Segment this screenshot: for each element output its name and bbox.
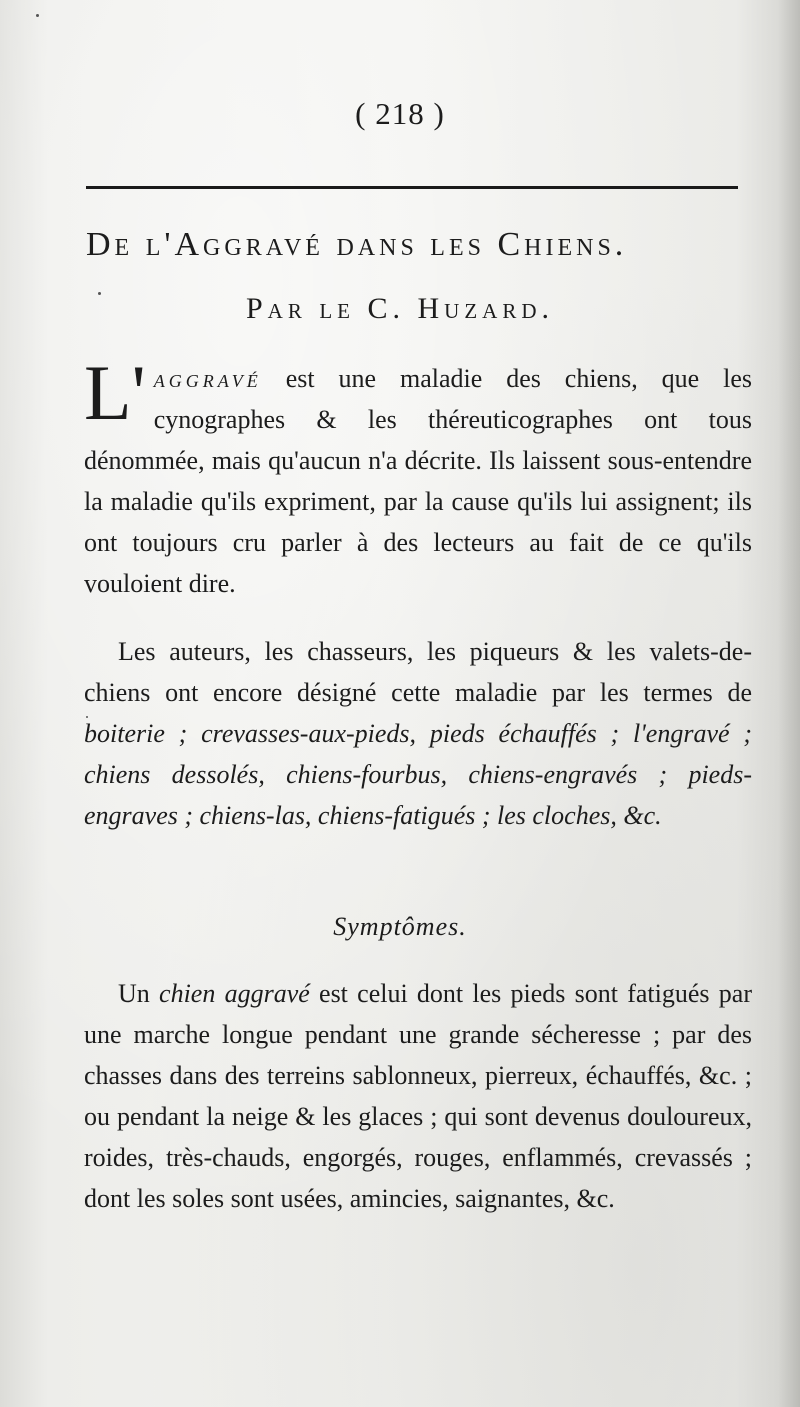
- chapter-title: De l'Aggravé dans les Chiens.: [86, 226, 628, 263]
- term-chien-aggrave: chien aggravé: [159, 979, 310, 1008]
- paragraph-symptoms-text: est celui dont les pieds sont fatigués par une marche longue pendant une grande sécheresse ; par des chasses dans des terreins sablonneux, pierreux, échauffés, &c. ; ou pendant la neige & les glaces ; qui sont devenus douloureux, roides, très-chauds, engorgés, rouges, enflammés, crevassés ; dont les soles sont usées, amincies, saignantes, &c.: [84, 979, 752, 1213]
- ink-speck: [36, 14, 39, 17]
- header-rule: [86, 186, 738, 189]
- paragraph-symptoms: [84, 973, 752, 1219]
- author-byline: Par le C. Huzard.: [245, 292, 555, 325]
- drop-cap: L': [84, 349, 146, 436]
- synonym-terms: boiterie ; crevasses-aux-pieds, pieds échauffés ; l'engravé ; chiens dessolés, chiens-fourbus, chiens-engravés ; pieds-engraves ; chiens-las, chiens-fatigués ; les cloches, &c.: [84, 719, 752, 830]
- section-heading-symptoms: Symptômes.: [333, 912, 467, 941]
- first-word: aggravé: [153, 364, 262, 393]
- page-number: ( 218 ): [355, 96, 445, 131]
- paragraph-synonyms: [84, 631, 752, 836]
- paragraph-symptoms-intro: Un: [118, 979, 160, 1008]
- paragraph-intro: [84, 349, 752, 604]
- paragraph-synonyms-intro: Les auteurs, les chasseurs, les piqueurs & les valets-de-chiens ont encore désigné cette maladie par les termes de: [84, 637, 752, 707]
- paragraph-intro-text: est une maladie des chiens, que les cynographes & les théreuticographes ont tous dénommée, mais qu'aucun n'a décrite. Ils laissent sous-entendre la maladie qu'ils expriment, par la cause qu'ils lui assignent; ils ont toujours cru parler à des lecteurs au fait de ce qu'ils vouloient dire.: [84, 364, 752, 598]
